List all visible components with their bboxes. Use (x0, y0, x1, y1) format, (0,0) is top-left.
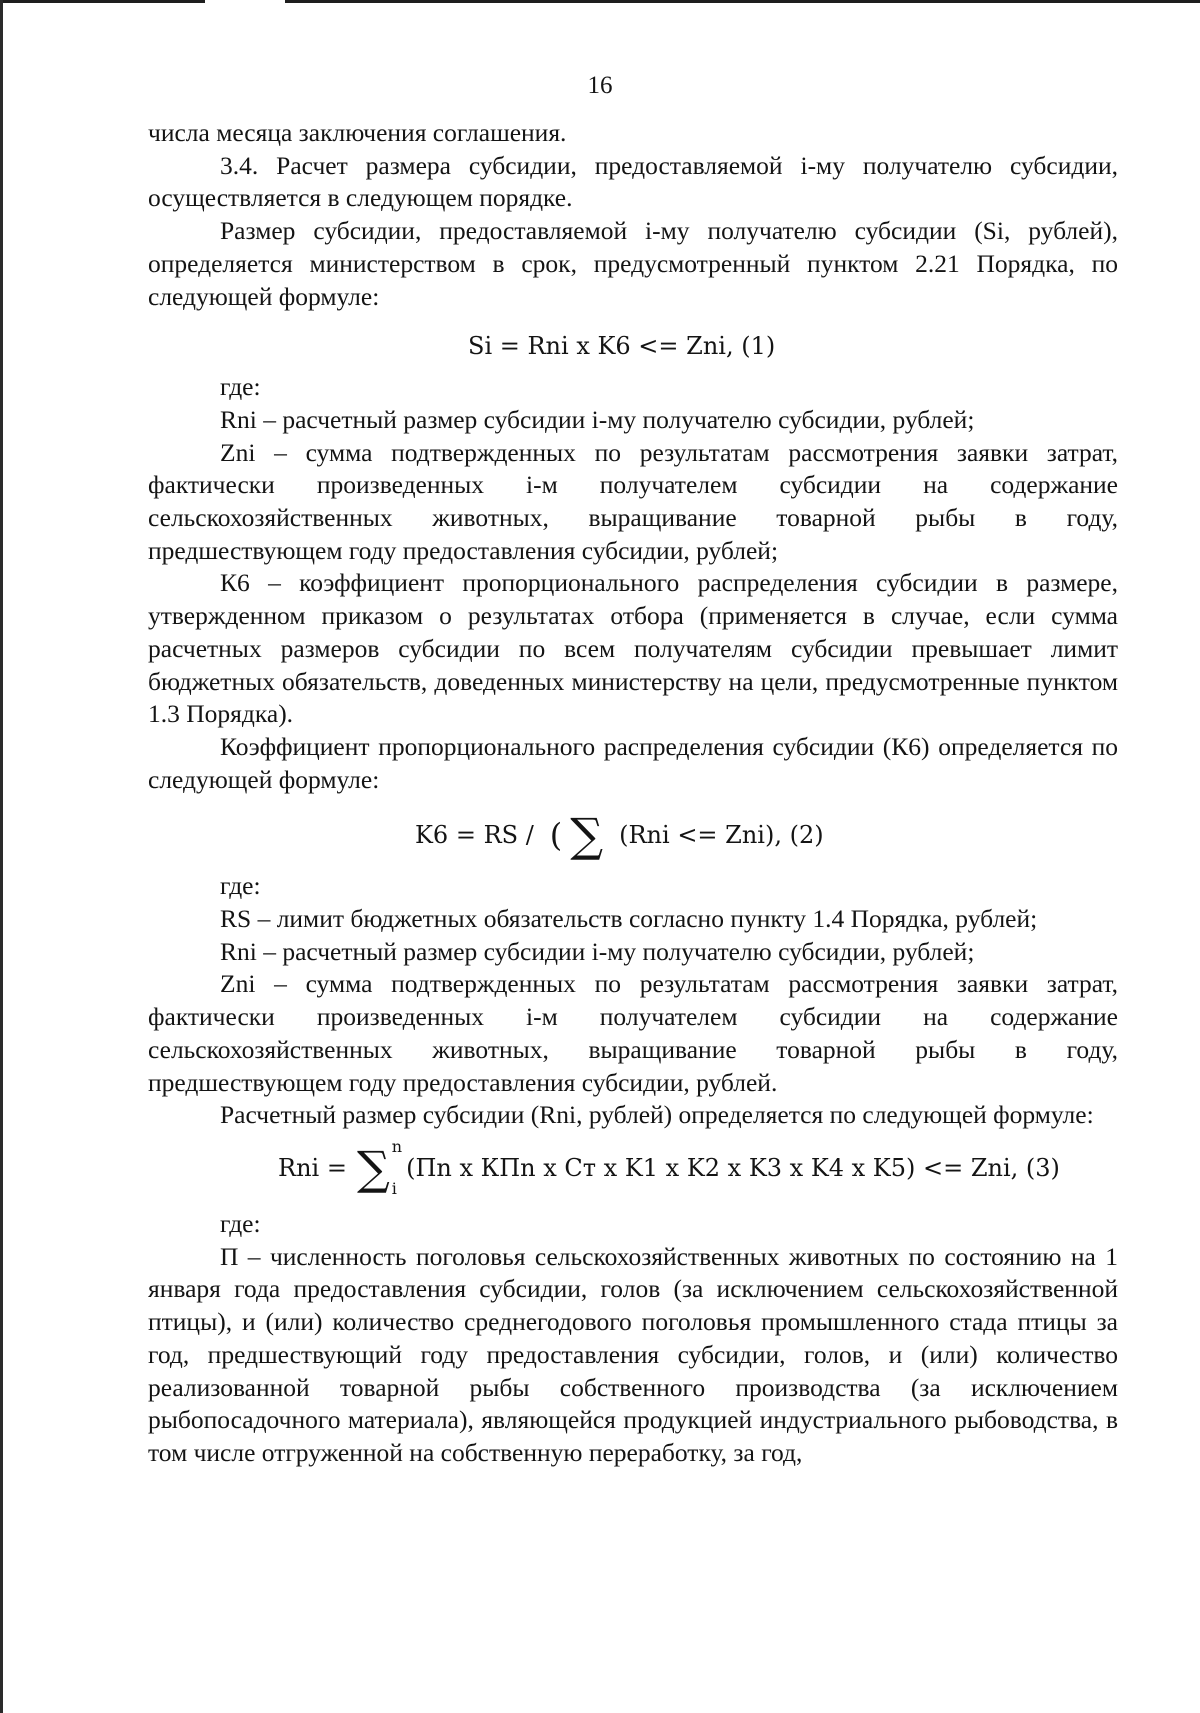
formula-3-sigma: ∑ (356, 1140, 390, 1195)
formula-2-right: (Rni <= Zni), (2) (619, 821, 824, 849)
formula-3-left: Rni = (278, 1153, 347, 1182)
paragraph: К6 – коэффициент пропорционального распределения субсидии в размере, утвержденном приказом о результатах отбора (применяется в случае, если сумма расчетных размеров субсидии по всем получателям субсидии превышает лимит бюджетных обязательств, доведенных министерству на цели, предусмотренные пунктом 1.3 Порядка). (148, 568, 1118, 729)
paragraph: числа месяца заключения соглашения. (148, 118, 567, 147)
paragraph: Коэффициент пропорционального распределения субсидии (К6) определяется по следующей формуле: (148, 731, 1118, 794)
paragraph: 3.4. Расчет размера субсидии, предоставляемой i-му получателю субсидии, осуществляется в следующем порядке. (148, 150, 1118, 213)
formula-2-left: K6 = RS / (415, 821, 534, 849)
paragraph: Расчетный размер субсидии (Rni, рублей) определяется по следующей формуле: (220, 1100, 1094, 1130)
paragraph: Zni – сумма подтвержденных по результатам рассмотрения заявки затрат, фактически произведенных i-м получателем субсидии на содержание сельскохозяйственных животных, выращивание товарной рыбы в году, предшествующем году предоставления субсидии, рублей; (148, 437, 1118, 565)
paragraph: П – численность поголовья сельскохозяйственных животных по состоянию на 1 января года предоставления субсидии, голов (за исключением сельскохозяйственной птицы), и (или) количество среднегодового поголовья промышленного стада птицы за год, предшествующий году предоставления субсидии, голов, и (или) количество реализованной товарной рыбы собственного производства (за исключением рыбопосадочного материала), являющейся продукцией индустриального рыбоводства, в том числе отгруженной на собственную переработку, за год, (148, 1241, 1118, 1467)
formula-2-sigma: ∑ (570, 808, 604, 863)
formula-3-lower-limit: i (391, 1178, 397, 1198)
formula-2-open-paren: ( (549, 816, 563, 854)
page-top-edge (0, 0, 1200, 3)
page-number: 16 (587, 72, 613, 99)
paragraph: Zni – сумма подтвержденных по результатам рассмотрения заявки затрат, фактически произведенных i-м получателем субсидии на содержание сельскохозяйственных животных, выращивание товарной рыбы в году, предшествующем году предоставления субсидии, рублей. (148, 969, 1118, 1097)
where-label: где: (220, 372, 261, 402)
document-body (148, 117, 1118, 1470)
where-label: где: (220, 871, 261, 901)
where-label: где: (220, 1208, 261, 1238)
formula-3 (148, 1132, 1118, 1204)
formula-1-text: Si = Rni x K6 <= Zni, (1) (468, 331, 776, 360)
formula-3-upper-limit: n (391, 1136, 403, 1156)
formula-1 (148, 321, 1118, 371)
paragraph: Размер субсидии, предоставляемой i-му получателю субсидии (Si, рублей), определяется министерством в срок, предусмотренный пунктом 2.21 Порядка, по следующей формуле: (148, 216, 1118, 311)
paragraph: Rni – расчетный размер субсидии i-му получателю субсидии, рублей; (220, 936, 975, 966)
paragraph: Rni – расчетный размер субсидии i-му получателю субсидии, рублей; (220, 404, 975, 434)
page-left-edge (0, 0, 3, 1713)
paragraph: RS – лимит бюджетных обязательств согласно пункту 1.4 Порядка, рублей; (220, 904, 1038, 934)
formula-3-limits (391, 1136, 403, 1198)
formula-2 (148, 800, 1118, 870)
formula-3-right: (Пn x КПn x Cт x K1 x K2 x K3 x K4 x K5) <= Zni, (3) (406, 1153, 1060, 1182)
